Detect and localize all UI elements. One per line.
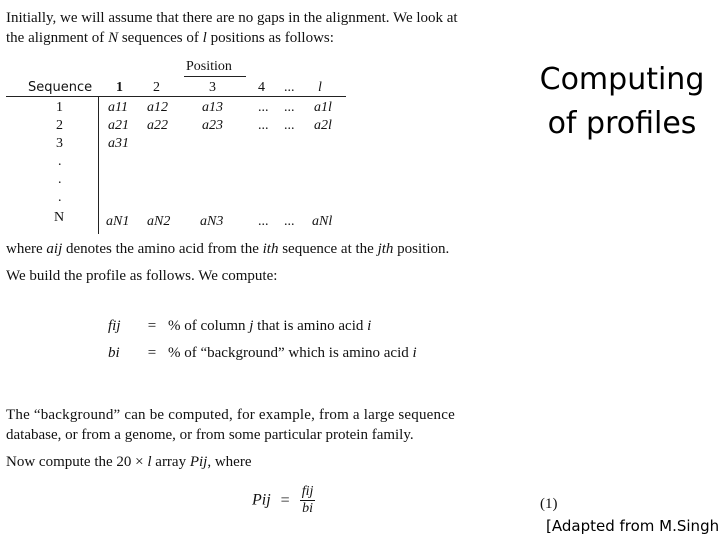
equation-number: (1) <box>540 496 558 512</box>
column-header-ellipsis: ... <box>284 80 295 95</box>
citation: [Adapted from M.Singh <box>546 517 720 535</box>
table-cell: a22 <box>147 118 168 133</box>
table-cell: a12 <box>147 100 168 115</box>
table-cell: ... <box>258 214 269 229</box>
table-cell: aNl <box>312 214 333 229</box>
slide-title-line-1: Computing <box>539 62 705 97</box>
compute-line: Now compute the 20 × l array Pij, where <box>6 454 252 470</box>
table-cell: ... <box>258 118 269 133</box>
table-cell: ... <box>284 118 295 133</box>
b-definition: bi = % of “background” which is amino acid i <box>108 345 417 361</box>
label-divider <box>98 96 99 234</box>
table-cell: a23 <box>202 118 223 133</box>
table-cell: a2l <box>314 118 332 133</box>
table-cell: ... <box>284 100 295 115</box>
column-header-4: 4 <box>258 80 265 95</box>
table-cell: a1l <box>314 100 332 115</box>
position-header: Position <box>186 59 232 74</box>
row-label: . <box>58 190 62 205</box>
row-label: 3 <box>56 136 63 151</box>
position-header-rule <box>184 76 246 77</box>
intro-line-2: the alignment of N sequences of l positions as follows: <box>6 30 334 46</box>
header-rule <box>6 96 346 97</box>
background-line-1: The “background” can be computed, for example, from a large sequence <box>6 407 455 423</box>
column-header-l: l <box>318 80 322 95</box>
table-cell: aN3 <box>200 214 224 229</box>
table-cell: ... <box>284 214 295 229</box>
equation-fraction <box>300 484 316 517</box>
f-definition: fij = % of column j that is amino acid i <box>108 318 372 334</box>
profile-equation <box>252 484 315 517</box>
table-cell: ... <box>258 100 269 115</box>
alignment-table <box>6 58 346 234</box>
background-line-2: database, or from a genome, or from some particular protein family. <box>6 427 414 443</box>
slide-title-line-2: of profiles <box>547 106 697 141</box>
table-cell: a31 <box>108 136 129 151</box>
equation-lhs: Pij <box>252 491 271 509</box>
table-cell: aN2 <box>147 214 171 229</box>
definition-line: where aij denotes the amino acid from the ith sequence at the jth position. <box>6 241 450 257</box>
sequence-header: Sequence <box>28 80 93 95</box>
table-cell: a11 <box>108 100 128 115</box>
equation-equals: = <box>280 491 290 509</box>
slide-title <box>536 58 708 146</box>
table-cell: a21 <box>108 118 129 133</box>
table-cell: a13 <box>202 100 223 115</box>
build-profile-line: We build the profile as follows. We compute: <box>6 268 278 284</box>
row-label: 1 <box>56 100 63 115</box>
intro-line-1: Initially, we will assume that there are no gaps in the alignment. We look at <box>6 10 458 26</box>
row-label: . <box>58 172 62 187</box>
column-header-3: 3 <box>209 80 216 95</box>
column-header-1: 1 <box>116 80 123 95</box>
row-label: 2 <box>56 118 63 133</box>
row-label: . <box>58 154 62 169</box>
row-label: N <box>54 210 65 225</box>
column-header-2: 2 <box>153 80 160 95</box>
fraction-denominator: bi <box>302 501 313 516</box>
fraction-numerator: fij <box>301 484 314 499</box>
table-cell: aN1 <box>106 214 130 229</box>
